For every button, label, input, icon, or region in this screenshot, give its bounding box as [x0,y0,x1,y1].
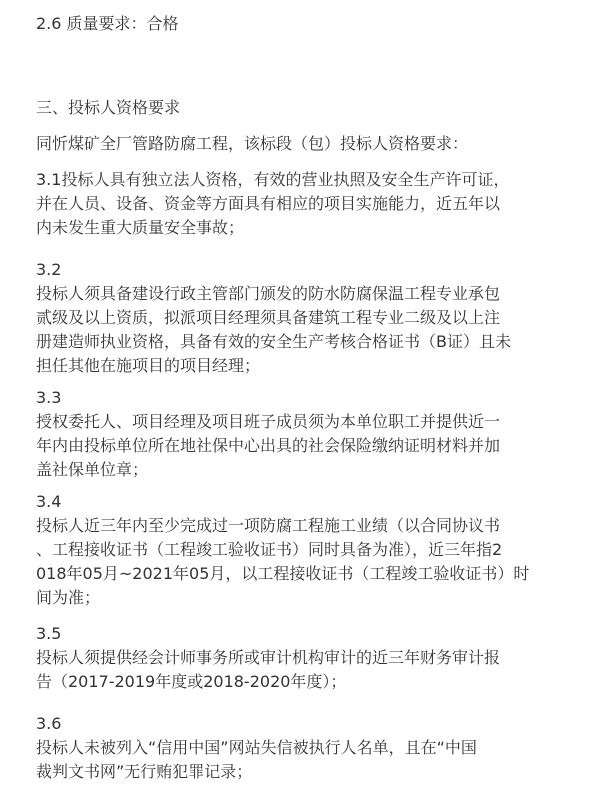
item-3-3-line: 授权委托人、项目经理及项目班子成员须为本单位职工并提供近一 [36,412,501,431]
item-3-3 [36,386,500,482]
item-3-2-line: 担任其他在施项目的项目经理； [36,356,261,375]
item-3-3-line: 年内由投标单位所在地社保中心出具的社会保险缴纳证明材料并加 [36,436,501,455]
intro-paragraph: 同忻煤矿全厂管路防腐工程，该标段（包）投标人资格要求： [36,134,469,153]
item-3-1-line: 并在人员、设备、资金等方面具有相应的项目实施能力，近五年以 [36,194,501,213]
quality-requirement: 2.6 质量要求：合格 [36,14,179,33]
item-3-3-number: 3.3 [36,388,62,407]
item-3-2-line: 投标人须具备建设行政主管部门颁发的防水防腐保温工程专业承包 [36,284,501,303]
item-3-1-line: 3.1投标人具有独立法人资格，有效的营业执照及安全生产许可证， [36,170,510,189]
item-3-2 [36,258,511,378]
item-3-2-number: 3.2 [36,260,62,279]
item-3-3-line: 盖社保单位章； [36,460,149,479]
item-3-4-line: 间为准； [36,588,101,607]
item-3-1-line: 内未发生重大质量安全事故； [36,218,245,237]
item-3-4 [36,490,529,610]
item-3-6-number: 3.6 [36,714,62,733]
item-3-5-line: 告（2017-2019年度或2018-2020年度）； [36,672,347,691]
item-3-6-line: 投标人未被列入“信用中国”网站失信被执行人名单，且在“中国 [36,738,477,757]
item-3-4-line: 投标人近三年内至少完成过一项防腐工程施工业绩（以合同协议书 [36,516,501,535]
item-3-5-number: 3.5 [36,624,62,643]
item-3-5 [36,622,500,694]
item-3-4-line: 、工程接收证书（工程竣工验收证书）同时具备为准），近三年指2 [36,540,503,559]
item-3-1 [36,168,509,240]
item-3-5-line: 投标人须提供经会计师事务所或审计机构审计的近三年财务审计报 [36,648,501,667]
item-3-4-line: 018年05月~2021年05月，以工程接收证书（工程竣工验收证书）时 [36,564,530,583]
item-3-2-line: 册建造师执业资格，具备有效的安全生产考核合格证书（B证）且未 [36,332,511,351]
item-3-6-line: 裁判文书网”无行贿犯罪记录； [36,762,253,781]
item-3-4-number: 3.4 [36,492,62,511]
item-3-2-line: 贰级及以上资质，拟派项目经理须具备建筑工程专业二级及以上注 [36,308,501,327]
item-3-6 [36,712,477,784]
section-heading: 三、投标人资格要求 [36,98,181,117]
